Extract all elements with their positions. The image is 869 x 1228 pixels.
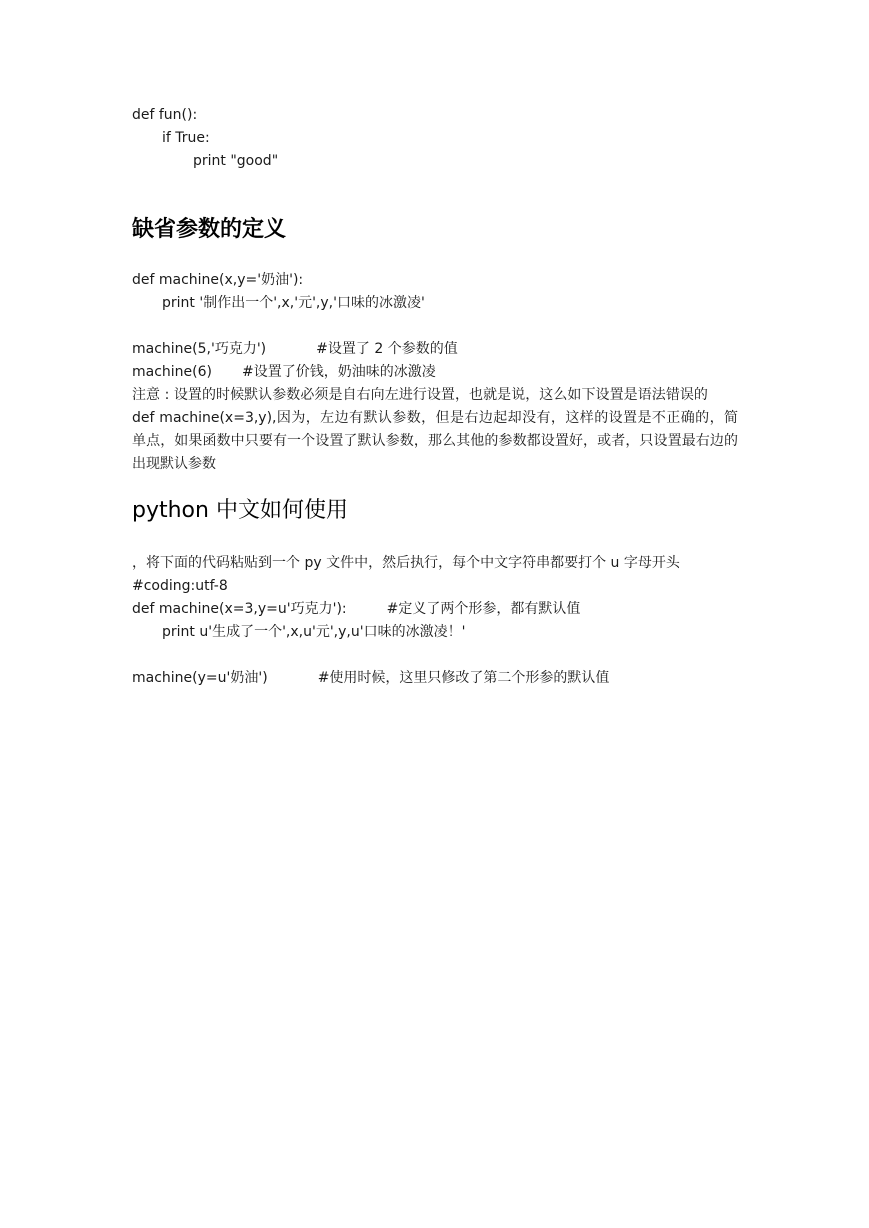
code-line-def-machine-u	[132, 598, 742, 621]
document-content	[132, 104, 742, 690]
code-line-call-one-arg	[132, 361, 742, 384]
note-code: def machine(x=3,y),	[132, 410, 277, 426]
section-heading-default-params: 缺省参数的定义	[132, 217, 287, 242]
section-heading-python-chinese: python 中文如何使用	[132, 498, 348, 523]
call-code: machine(6)	[132, 364, 212, 380]
spacer	[132, 173, 742, 203]
call-code: machine(5,'巧克力')	[132, 341, 267, 357]
code-line-def-fun: def fun():	[132, 107, 198, 123]
code-line-call-kwarg	[132, 667, 742, 690]
call-comment: #设置了 2 个参数的值	[316, 341, 458, 357]
note-text-b: 因为，左边有默认参数，但是右边起却没有，这样的设置是不正确的，简单点，如果函数中只要有一个设置了默认参数，那么其他的参数都设置好，或者，只设置最右边的出现默认参数	[132, 410, 738, 472]
intro-line: ，将下面的代码粘贴到一个 py 文件中，然后执行，每个中文字符串都要打个 u 字母开头	[132, 555, 680, 571]
code-line-if-true: if True:	[162, 130, 210, 146]
call-comment: #设置了价钱，奶油味的冰激凌	[242, 364, 436, 380]
spacer	[132, 315, 742, 338]
code-line-def-machine: def machine(x,y='奶油'):	[132, 272, 304, 288]
call-comment: #使用时候，这里只修改了第二个形参的默认值	[317, 670, 610, 686]
code-line-call-two-args	[132, 338, 742, 361]
call-code: machine(y=u'奶油')	[132, 670, 268, 686]
spacer	[132, 644, 742, 667]
def-code: def machine(x=3,y=u'巧克力'):	[132, 601, 347, 617]
code-line-print-u: print u'生成了一个',x,u'元',y,u'口味的冰激凌！'	[162, 624, 466, 640]
code-line-print-good: print "good"	[193, 153, 279, 169]
code-line-coding: #coding:utf-8	[132, 578, 228, 594]
note-text-a: 注意 : 设置的时候默认参数必须是自右向左进行设置，也就是说，这么如下设置是语法错误的	[132, 387, 708, 403]
note-paragraph	[132, 384, 738, 476]
def-comment: #定义了两个形参，都有默认值	[386, 601, 581, 617]
code-line-print-icecream: print '制作出一个',x,'元',y,'口味的冰激凌'	[162, 295, 425, 311]
